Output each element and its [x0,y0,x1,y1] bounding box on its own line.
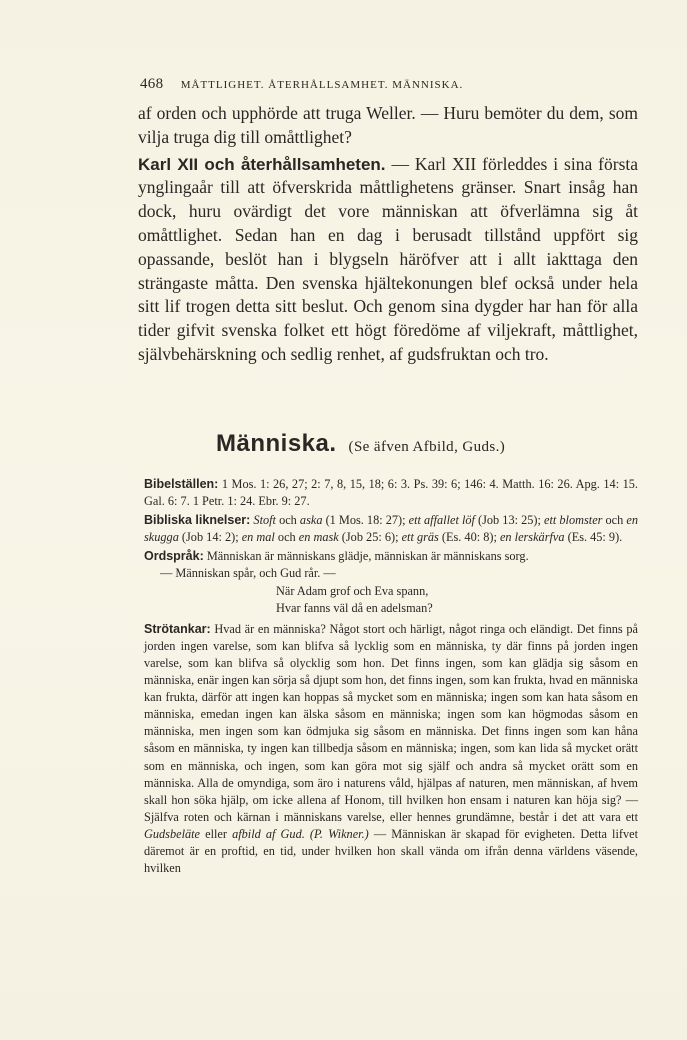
term: en mask [298,530,339,545]
verse-line: När Adam grof och Eva spann, [276,583,429,598]
term: aska [299,513,323,528]
entry-label: Bibliska liknelser: [144,513,251,528]
proverb-line: — Människan spår, och Gud rår. — [160,566,336,581]
running-header [140,76,580,93]
text-fragment: och [605,513,624,528]
reference: (Job 14: 2); [181,530,239,545]
entry-text: — Människan är skapad för evigheten. Detta lifvet däremot är en proftid, en tid, under hvilken hon skall vända om ifrån denna världens väsende, hvilken [144,826,639,876]
entry-ordsprak [144,548,638,616]
main-text [138,102,638,367]
entry-liknelser [144,512,638,546]
running-title: MÅTTLIGHET. ÅTERHÅLLSAMHET. MÄNNISKA. [180,79,464,91]
section-heading: Människa. [216,430,337,457]
entry-text: 1 Mos. 1: 26, 27; 2: 7, 8, 15, 18; 6: 3. Ps. 39: 6; 146: 4. Matth. 16: 26. Apg. 14: 15. Gal. 6: 7. 1 Petr. 1: 24. Ebr. 9: 27. [144,477,638,509]
see-also-note: (Se äfven Afbild, Guds.) [348,439,506,455]
karl-heading: Karl XII och återhållsamheten. [138,154,386,174]
reference: (1 Mos. 18: 27); [325,513,406,528]
karl-text: — Karl XII förleddes i sina första ynglingaår till att öfverskrida måttlighetens gränser. Snart insåg han dock, huru ovärdigt det vore människan att öfverlämna sig åt omåttlighet. Sedan han en dag i berusadt tillstånd uppfört sig opassande, beslöt han i blygseln häröfver att i allt iakttaga den strängaste måtta. Den svenska hjältekonungen blef också under hela sitt lif trogen detta sitt beslut. Och genom sina dygder har han för alla tider gifvit svenska folket ett högt föredöme af viljekraft, måttlighet, självbehärskning och sedlig renhet, af gudsfruktan och tro. [138,153,639,364]
intro-paragraph: af orden och upphörde att truga Weller. — Huru bemöter du dem, som vilja truga dig till omåttlighet? [138,103,638,147]
term: ett affallet löf [408,513,475,528]
term: Gudsbeläte [144,826,201,841]
section-title [216,430,646,458]
entry-label: Strötankar: [144,621,211,636]
term: afbild af Gud. (P. Wikner.) [232,826,369,841]
page-number: 468 [140,76,164,92]
term: en lerskärfva [499,530,565,545]
term: en skugga [144,513,638,545]
entry-strotankar [144,621,638,877]
proverb-line: Människan är människans glädje, människan är människans sorg. [206,549,529,564]
text-fragment: och [277,530,296,545]
term: ett blomster [544,513,603,528]
verse-line: Hvar fanns väl då en adelsman? [276,600,433,615]
term: Stoft [253,513,276,528]
entry-text: Hvad är en människa? Något stort och härligt, något ringa och eländigt. Det finns på jorden ingen varelse, som kan blifva så lycklig som en människa, ty där finns på jorden ingen varelse, som kan blifva så olycklig som hon. Det finns ingen, som kan glädja sig såsom en människa, enär ingen kan sörja så djupt som hon, det finns ingen, som kan frukta, hvad en människa kan frukta, därför att ingen kan hoppas så mycket som en människa; ingen som kan hata såsom en människa, emedan ingen kan älska såsom en människa; ingen som kan högmodas såsom en människa, men ingen som kan ödmjuka sig såsom en människa. Det finns ingen som kan håna såsom en människa, ty ingen kan tillbedja såsom en människa; ingen, som kan lida så mycket orätt som en människa, och ingen, som kan göra mot sig själf och andra så mycket orätt som en människa. Alla de omyndiga, som äro i naturens våld, hjälpas af naturen, men människan, af hvem skall hon söka hjälp, om icke allena af Honom, till hvilken hon ensam i naturen kan höja sig? — Själfva roten och kärnan i människans varelse, eller hennes grundämne, består i det att vara ett [144,621,639,824]
entry-bibelstallen [144,476,638,510]
term: ett gräs [401,530,439,545]
reference: (Es. 45: 9). [567,530,623,545]
entries [144,476,638,879]
reference: (Job 25: 6); [341,530,399,545]
reference: (Es. 40: 8); [441,530,497,545]
karl-paragraph [138,153,638,367]
reference: (Job 13: 25); [478,513,541,528]
text-fragment: och [279,513,297,528]
text-fragment: eller [205,826,227,841]
term: en mal [241,530,275,545]
entry-label: Bibelställen: [144,477,219,491]
entry-label: Ordspråk: [144,549,204,564]
